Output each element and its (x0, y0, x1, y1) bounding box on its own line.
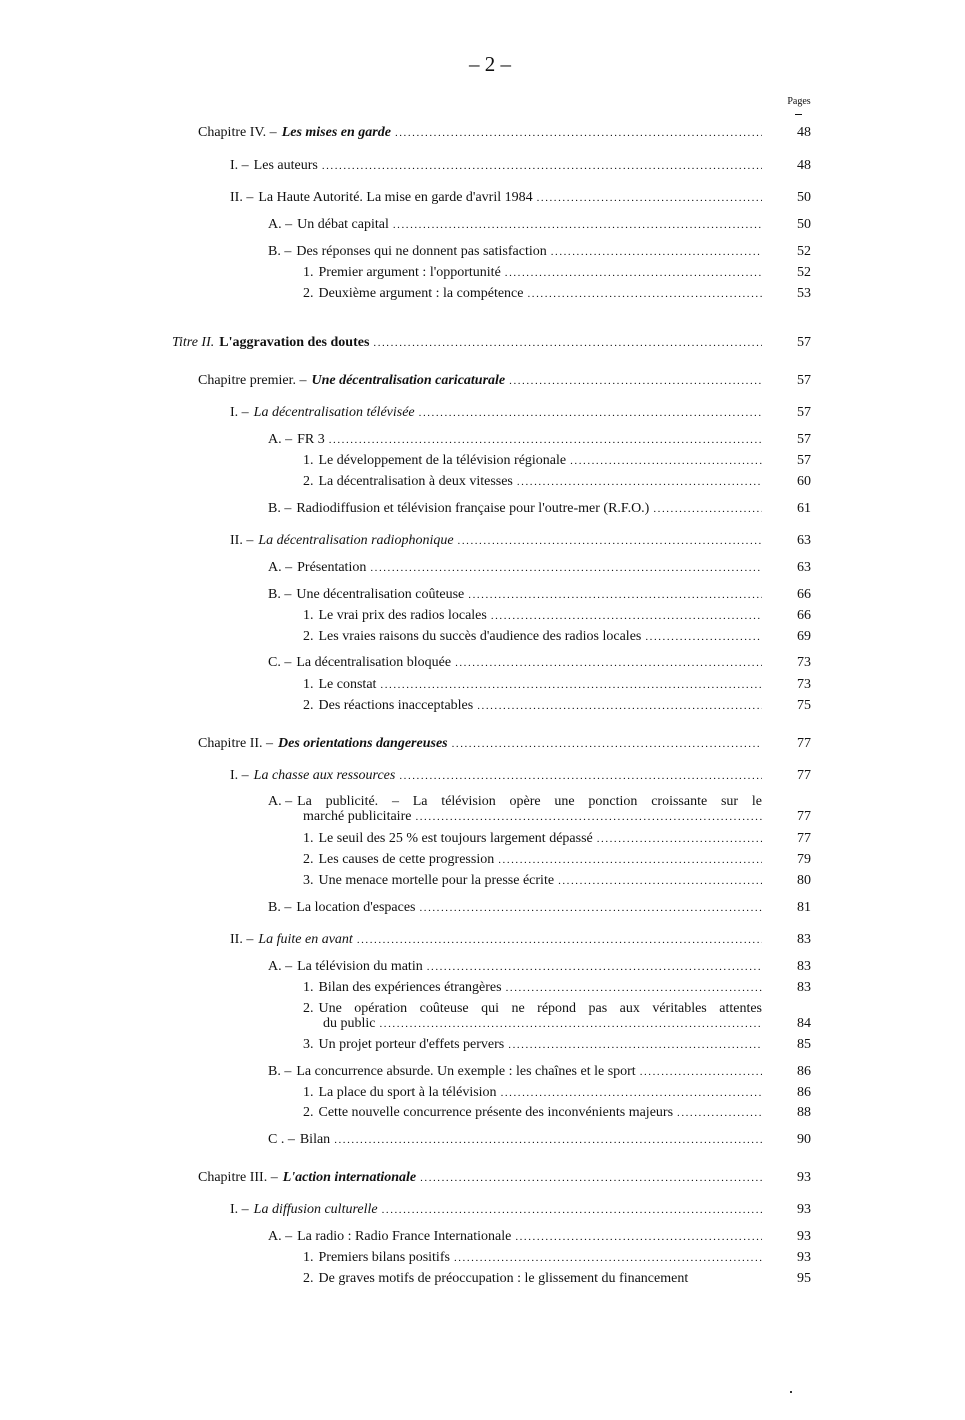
entry-title: Des orientations dangereuses (278, 736, 448, 751)
dot-leader (558, 872, 762, 890)
entry-prefix: 1. (303, 677, 314, 692)
toc-entry (172, 334, 762, 352)
entry-prefix: B. – (268, 501, 292, 516)
dot-leader (677, 1104, 762, 1122)
dot-leader (506, 979, 762, 997)
toc-entry (303, 607, 762, 625)
dot-leader (551, 243, 762, 261)
entry-title: De graves motifs de préoccupation : le glissement du financement (318, 1271, 689, 1286)
dot-leader (334, 1131, 762, 1149)
toc-entry (303, 1270, 688, 1288)
entry-page-number: 93 (797, 1229, 811, 1244)
entry-title: L'aggravation des doutes (219, 335, 370, 350)
entry-prefix: 2. (303, 629, 314, 644)
entry-title: Présentation (297, 560, 367, 575)
entry-prefix: C . – (268, 1132, 295, 1147)
entry-title: Un projet porteur d'effets pervers (318, 1037, 505, 1052)
entry-page-number: 57 (797, 405, 811, 420)
toc-entry (230, 931, 762, 949)
entry-page-number: 81 (797, 900, 811, 915)
entry-title: Bilan des expériences étrangères (318, 980, 502, 995)
dot-leader (477, 697, 762, 715)
dot-leader (458, 532, 762, 550)
entry-title: La chasse aux ressources (253, 768, 396, 783)
dot-leader (468, 586, 762, 604)
entry-prefix: II. – (230, 533, 254, 548)
toc-entry (303, 452, 762, 470)
entry-prefix: II. – (230, 190, 254, 205)
dot-leader (370, 559, 762, 577)
toc-entry (230, 404, 762, 422)
toc-entry (268, 1228, 762, 1246)
entry-title: La décentralisation bloquée (296, 655, 452, 670)
toc-entry (303, 676, 762, 694)
entry-prefix: A. – (268, 217, 293, 232)
toc-entry (198, 1169, 762, 1187)
entry-prefix: 2. (303, 1105, 314, 1120)
entry-page-number: 83 (797, 932, 811, 947)
entry-title: Un débat capital (297, 217, 389, 232)
entry-prefix: B. – (268, 587, 292, 602)
entry-title: Une opération coûteuse qui ne répond pas aux véritables attentes (318, 1001, 762, 1016)
entry-page-number: 85 (797, 1037, 811, 1052)
entry-page-number: 86 (797, 1085, 811, 1100)
entry-title: La location d'espaces (296, 900, 416, 915)
entry-page-number: 93 (797, 1250, 811, 1265)
entry-page-number: 52 (797, 244, 811, 259)
entry-page-number: 66 (797, 608, 811, 623)
dot-leader (322, 157, 762, 175)
entry-page-number: 79 (797, 852, 811, 867)
dot-leader (455, 654, 762, 672)
toc-entry (303, 264, 762, 282)
entry-title: Bilan (299, 1132, 331, 1147)
toc-entry (230, 189, 762, 207)
entry-prefix: 2. (303, 286, 314, 301)
dot-leader (373, 334, 762, 352)
entry-prefix: B. – (268, 244, 292, 259)
entry-prefix: A. – (268, 432, 293, 447)
entry-prefix: I. – (230, 1202, 249, 1217)
toc-entry (303, 1104, 762, 1122)
toc-entry (303, 979, 762, 997)
toc-entry (303, 697, 762, 715)
entry-title: Radiodiffusion et télévision française pour l'outre-mer (R.F.O.) (296, 501, 650, 516)
entry-title: Premiers bilans positifs (318, 1250, 450, 1265)
dot-leader (498, 851, 762, 869)
toc-entry (268, 793, 762, 811)
toc-entry (303, 628, 762, 646)
toc-entry (303, 285, 762, 303)
toc-entry (303, 1249, 762, 1267)
entry-title: La place du sport à la télévision (318, 1085, 497, 1100)
toc-entry (268, 654, 762, 672)
entry-page-number: 93 (797, 1202, 811, 1217)
entry-prefix: Chapitre premier. – (198, 373, 307, 388)
entry-page-number: 77 (797, 831, 811, 846)
toc-entry (198, 124, 762, 142)
pages-column-header: Pages (787, 96, 811, 107)
entry-prefix: A. – (268, 1229, 293, 1244)
entry-prefix: A. – (268, 560, 293, 575)
entry-title-continuation: marché publicitaire (303, 809, 412, 824)
entry-prefix: Chapitre IV. – (198, 125, 277, 140)
entry-page-number: 50 (797, 217, 811, 232)
entry-prefix: Titre II. (172, 335, 215, 350)
entry-prefix: I. – (230, 158, 249, 173)
toc-entry (268, 243, 762, 261)
entry-prefix: 2. (303, 698, 314, 713)
entry-prefix: 1. (303, 980, 314, 995)
toc-entry (230, 157, 762, 175)
dot-leader (380, 676, 762, 694)
dot-leader (597, 830, 762, 848)
dot-leader (515, 1228, 762, 1246)
entry-page-number: 95 (797, 1271, 811, 1286)
entry-prefix: II. – (230, 932, 254, 947)
toc-entry (268, 559, 762, 577)
entry-page-number: 63 (797, 533, 811, 548)
dot-leader (528, 285, 763, 303)
entry-prefix: 2. (303, 852, 314, 867)
entry-title: L'action internationale (282, 1170, 417, 1185)
entry-page-number: 90 (797, 1132, 811, 1147)
dot-leader (640, 1063, 762, 1081)
entry-title: Le développement de la télévision régionale (318, 453, 567, 468)
toc-entry (303, 830, 762, 848)
dot-leader (382, 1201, 762, 1219)
entry-prefix: A. – (268, 959, 293, 974)
entry-prefix: C. – (268, 655, 292, 670)
entry-page-number: 93 (797, 1170, 811, 1185)
dot-leader (491, 607, 762, 625)
entry-title: La publicité. – La télévision opère une ponction croissante sur le (297, 794, 762, 809)
entry-page-number: 88 (797, 1105, 811, 1120)
entry-page-number: 57 (797, 335, 811, 350)
entry-page-number: 77 (797, 736, 811, 751)
toc-entry (268, 500, 762, 518)
entry-page-number: 52 (797, 265, 811, 280)
toc-entry (268, 216, 762, 234)
toc-entry (268, 899, 762, 917)
toc-entry (303, 1000, 762, 1018)
entry-title-continuation: du public (323, 1016, 376, 1031)
entry-prefix: 2. (303, 1001, 314, 1016)
toc-entry (230, 532, 762, 550)
scan-speck (790, 1391, 792, 1393)
entry-page-number: 61 (797, 501, 811, 516)
dot-leader (427, 958, 762, 976)
entry-title: La fuite en avant (258, 932, 353, 947)
entry-title: Les mises en garde (281, 125, 391, 140)
entry-page-number: 75 (797, 698, 811, 713)
toc-entry (198, 372, 762, 390)
toc-entry (268, 1131, 762, 1149)
pages-header-dash (795, 114, 802, 115)
toc-entry (303, 851, 762, 869)
entry-page-number: 77 (797, 768, 811, 783)
dot-leader (645, 628, 762, 646)
entry-title: Le constat (318, 677, 377, 692)
entry-prefix: 2. (303, 474, 314, 489)
entry-page-number: 57 (797, 432, 811, 447)
entry-title: Les vraies raisons du succès d'audience des radios locales (318, 629, 642, 644)
dot-leader (395, 124, 762, 142)
entry-page-number: 77 (797, 809, 811, 824)
entry-page-number: 86 (797, 1064, 811, 1079)
toc-entry (230, 767, 762, 785)
entry-page-number: 60 (797, 474, 811, 489)
dot-leader (419, 899, 762, 917)
entry-title: La radio : Radio France Internationale (297, 1229, 512, 1244)
entry-title: Une décentralisation coûteuse (296, 587, 465, 602)
dot-leader (537, 189, 762, 207)
toc-entry (230, 1201, 762, 1219)
entry-prefix: Chapitre II. – (198, 736, 274, 751)
entry-prefix: 1. (303, 1250, 314, 1265)
entry-prefix: 1. (303, 608, 314, 623)
entry-prefix: 1. (303, 1085, 314, 1100)
entry-page-number: 83 (797, 959, 811, 974)
entry-prefix: I. – (230, 768, 249, 783)
toc-entry (268, 586, 762, 604)
entry-prefix: B. – (268, 900, 292, 915)
entry-title: Les causes de cette progression (318, 852, 495, 867)
entry-title: Une décentralisation caricaturale (311, 373, 506, 388)
entry-title: FR 3 (297, 432, 325, 447)
dot-leader (357, 931, 762, 949)
toc-entry (303, 1036, 762, 1054)
toc-entry (303, 473, 762, 491)
entry-prefix: 1. (303, 453, 314, 468)
entry-title: Deuxième argument : la compétence (318, 286, 524, 301)
dot-leader (505, 264, 762, 282)
entry-page-number: 48 (797, 158, 811, 173)
dot-leader (419, 404, 762, 422)
entry-prefix: 3. (303, 1037, 314, 1052)
entry-title: Les auteurs (253, 158, 318, 173)
entry-title: La décentralisation à deux vitesses (318, 474, 513, 489)
entry-title: Cette nouvelle concurrence présente des inconvénients majeurs (318, 1105, 674, 1120)
entry-page-number: 84 (797, 1016, 811, 1031)
toc-entry (268, 1063, 762, 1081)
dot-leader (452, 735, 762, 753)
entry-prefix: 1. (303, 831, 314, 846)
entry-title: Le seuil des 25 % est toujours largement dépassé (318, 831, 593, 846)
entry-page-number: 57 (797, 453, 811, 468)
entry-title: La décentralisation télévisée (253, 405, 415, 420)
entry-prefix: 3. (303, 873, 314, 888)
entry-title: La Haute Autorité. La mise en garde d'avril 1984 (258, 190, 533, 205)
entry-title: Le vrai prix des radios locales (318, 608, 487, 623)
toc-entry (198, 735, 762, 753)
dot-leader (329, 431, 762, 449)
dot-leader (399, 767, 762, 785)
entry-prefix: I. – (230, 405, 249, 420)
entry-prefix: 2. (303, 1271, 314, 1286)
entry-page-number: 80 (797, 873, 811, 888)
dot-leader (420, 1169, 762, 1187)
entry-page-number: 50 (797, 190, 811, 205)
dot-leader (509, 372, 762, 390)
toc-entry (303, 872, 762, 890)
entry-title: Des réponses qui ne donnent pas satisfaction (296, 244, 547, 259)
entry-page-number: 57 (797, 373, 811, 388)
toc-entry (303, 1084, 762, 1102)
entry-prefix: 1. (303, 265, 314, 280)
entry-page-number: 48 (797, 125, 811, 140)
entry-page-number: 69 (797, 629, 811, 644)
dot-leader (517, 473, 762, 491)
entry-title: La diffusion culturelle (253, 1202, 378, 1217)
dot-leader (454, 1249, 762, 1267)
page-number: – 2 – (469, 52, 511, 76)
entry-title: La télévision du matin (297, 959, 423, 974)
dot-leader (653, 500, 762, 518)
dot-leader (508, 1036, 762, 1054)
entry-page-number: 63 (797, 560, 811, 575)
entry-page-number: 73 (797, 677, 811, 692)
entry-prefix: A. – (268, 794, 293, 809)
entry-title: Une menace mortelle pour la presse écrite (318, 873, 555, 888)
dot-leader (393, 216, 762, 234)
dot-leader (501, 1084, 762, 1102)
entry-title: Premier argument : l'opportunité (318, 265, 501, 280)
entry-page-number: 83 (797, 980, 811, 995)
toc-entry (268, 958, 762, 976)
dot-leader (570, 452, 762, 470)
toc-entry (268, 431, 762, 449)
entry-page-number: 66 (797, 587, 811, 602)
entry-prefix: Chapitre III. – (198, 1170, 278, 1185)
entry-title: Des réactions inacceptables (318, 698, 474, 713)
entry-prefix: B. – (268, 1064, 292, 1079)
entry-title: La concurrence absurde. Un exemple : les chaînes et le sport (296, 1064, 636, 1079)
entry-page-number: 53 (797, 286, 811, 301)
entry-page-number: 73 (797, 655, 811, 670)
entry-title: La décentralisation radiophonique (258, 533, 454, 548)
